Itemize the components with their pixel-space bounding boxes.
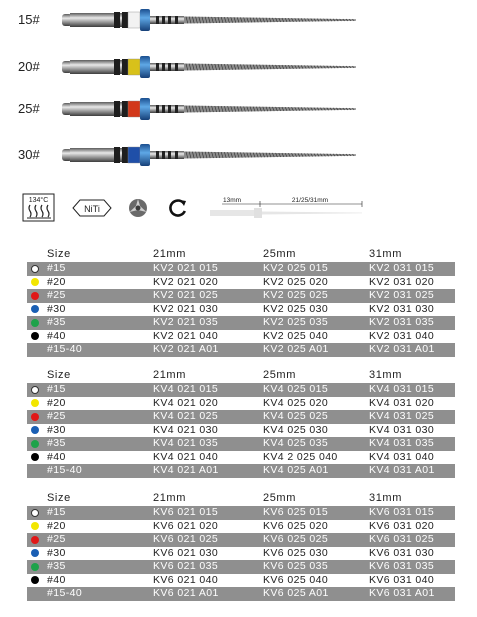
icon-legend xyxy=(22,193,462,227)
code-31mm-cell: KV4 031 020 xyxy=(369,396,435,409)
autoclave-temperature: 134°C xyxy=(28,197,49,204)
size-cell: #40 xyxy=(47,450,66,463)
code-31mm-cell: KV6 031 015 xyxy=(369,506,435,518)
size-cell: #15 xyxy=(47,383,66,395)
size-color-dot xyxy=(31,265,39,273)
table-row xyxy=(27,303,455,317)
length-long-label: 21/25/31mm xyxy=(291,197,329,204)
code-31mm-cell: KV2 031 A01 xyxy=(369,343,435,355)
header-21mm: 21mm xyxy=(153,369,186,381)
size-color-dot xyxy=(31,522,39,530)
code-31mm-cell: KV4 031 030 xyxy=(369,423,435,436)
table-row xyxy=(27,520,455,534)
size-cell: #25 xyxy=(47,289,66,301)
table-row xyxy=(27,464,455,478)
table-row xyxy=(27,547,455,561)
table-row xyxy=(27,330,455,344)
size-cell: #20 xyxy=(47,396,66,409)
code-25mm-cell: KV2 025 025 xyxy=(263,289,329,301)
file-instrument-icon xyxy=(56,140,366,170)
code-21mm-cell: KV2 021 025 xyxy=(153,289,219,301)
code-25mm-cell: KV6 025 040 xyxy=(263,573,329,586)
code-21mm-cell: KV4 021 040 xyxy=(153,450,219,463)
code-31mm-cell: KV6 031 025 xyxy=(369,533,435,545)
table-row xyxy=(27,316,455,330)
size-color-dot xyxy=(31,536,39,544)
header-21mm: 21mm xyxy=(153,248,186,260)
code-25mm-cell: KV6 025 015 xyxy=(263,506,329,518)
code-25mm-cell: KV4 025 030 xyxy=(263,423,329,436)
size-cell: #30 xyxy=(47,302,66,315)
code-21mm-cell: KV4 021 030 xyxy=(153,423,219,436)
size-color-dot xyxy=(31,292,39,300)
file-instrument-icon xyxy=(56,94,366,124)
code-21mm-cell: KV2 021 035 xyxy=(153,316,219,328)
code-25mm-cell: KV6 025 025 xyxy=(263,533,329,545)
code-25mm-cell: KV4 025 025 xyxy=(263,410,329,422)
size-cell: #35 xyxy=(47,437,66,449)
code-21mm-cell: KV2 021 020 xyxy=(153,275,219,288)
header-31mm: 31mm xyxy=(369,369,402,381)
code-21mm-cell: KV2 021 030 xyxy=(153,302,219,315)
code-25mm-cell: KV6 025 030 xyxy=(263,546,329,559)
code-31mm-cell: KV6 031 020 xyxy=(369,519,435,532)
size-cell: #15-40 xyxy=(47,343,83,355)
code-21mm-cell: KV6 021 020 xyxy=(153,519,219,532)
cross-section-icon xyxy=(128,198,148,218)
size-color-dot xyxy=(31,563,39,571)
code-25mm-cell: KV2 025 030 xyxy=(263,302,329,315)
code-21mm-cell: KV2 021 040 xyxy=(153,329,219,342)
table-row xyxy=(27,410,455,424)
code-31mm-cell: KV4 031 025 xyxy=(369,410,435,422)
table-row xyxy=(27,383,455,397)
table-row xyxy=(27,343,455,357)
header-25mm: 25mm xyxy=(263,248,296,260)
size-cell: #35 xyxy=(47,316,66,328)
code-31mm-cell: KV2 031 040 xyxy=(369,329,435,342)
code-31mm-cell: KV4 031 A01 xyxy=(369,464,435,476)
code-31mm-cell: KV4 031 035 xyxy=(369,437,435,449)
table-row xyxy=(27,451,455,465)
code-25mm-cell: KV4 025 A01 xyxy=(263,464,329,476)
instrument-label: 25# xyxy=(18,101,40,116)
instrument-30 xyxy=(0,140,477,170)
table-header xyxy=(27,368,455,383)
code-31mm-cell: KV2 031 015 xyxy=(369,262,435,274)
product-table-kv2 xyxy=(27,247,455,357)
code-21mm-cell: KV6 021 040 xyxy=(153,573,219,586)
instrument-20 xyxy=(0,52,477,82)
header-25mm: 25mm xyxy=(263,492,296,504)
length-diagram-icon xyxy=(202,193,382,223)
size-cell: #15 xyxy=(47,506,66,518)
table-row xyxy=(27,437,455,451)
code-25mm-cell: KV4 025 020 xyxy=(263,396,329,409)
code-21mm-cell: KV6 021 035 xyxy=(153,560,219,572)
instrument-25 xyxy=(0,94,477,124)
size-cell: #15 xyxy=(47,262,66,274)
table-header xyxy=(27,491,455,506)
code-21mm-cell: KV2 021 A01 xyxy=(153,343,219,355)
product-table-kv4 xyxy=(27,368,455,478)
header-size: Size xyxy=(47,369,71,381)
niti-label: NiTi xyxy=(84,204,100,214)
code-21mm-cell: KV6 021 A01 xyxy=(153,587,219,599)
code-21mm-cell: KV2 021 015 xyxy=(153,262,219,274)
code-25mm-cell: KV2 025 A01 xyxy=(263,343,329,355)
code-21mm-cell: KV4 021 025 xyxy=(153,410,219,422)
size-color-dot xyxy=(31,305,39,313)
size-cell: #15-40 xyxy=(47,587,83,599)
code-25mm-cell: KV4 025 035 xyxy=(263,437,329,449)
code-21mm-cell: KV4 021 035 xyxy=(153,437,219,449)
file-instrument-icon xyxy=(56,52,366,82)
table-row xyxy=(27,587,455,601)
size-color-dot xyxy=(31,319,39,327)
instrument-label: 20# xyxy=(18,59,40,74)
table-body xyxy=(27,262,455,357)
size-color-dot xyxy=(31,332,39,340)
size-cell: #25 xyxy=(47,410,66,422)
table-row xyxy=(27,276,455,290)
size-color-dot xyxy=(31,440,39,448)
code-21mm-cell: KV4 021 015 xyxy=(153,383,219,395)
size-color-dot xyxy=(31,399,39,407)
code-25mm-cell: KV6 025 035 xyxy=(263,560,329,572)
instrument-label: 15# xyxy=(18,12,40,27)
product-table-kv6 xyxy=(27,491,455,601)
table-body xyxy=(27,383,455,478)
size-cell: #40 xyxy=(47,573,66,586)
code-21mm-cell: KV6 021 030 xyxy=(153,546,219,559)
code-25mm-cell: KV6 025 020 xyxy=(263,519,329,532)
table-row xyxy=(27,574,455,588)
size-color-dot xyxy=(31,509,39,517)
table-row xyxy=(27,424,455,438)
length-short-label: 13mm xyxy=(222,197,242,204)
code-31mm-cell: KV2 031 035 xyxy=(369,316,435,328)
size-cell: #40 xyxy=(47,329,66,342)
table-row xyxy=(27,262,455,276)
size-cell: #25 xyxy=(47,533,66,545)
code-25mm-cell: KV2 025 015 xyxy=(263,262,329,274)
table-body xyxy=(27,506,455,601)
size-color-dot xyxy=(31,453,39,461)
code-25mm-cell: KV4 2 025 040 xyxy=(263,450,338,463)
code-21mm-cell: KV6 021 025 xyxy=(153,533,219,545)
size-cell: #30 xyxy=(47,423,66,436)
table-row xyxy=(27,397,455,411)
instrument-label: 30# xyxy=(18,147,40,162)
code-25mm-cell: KV2 025 035 xyxy=(263,316,329,328)
table-row xyxy=(27,289,455,303)
code-31mm-cell: KV6 031 040 xyxy=(369,573,435,586)
code-31mm-cell: KV2 031 030 xyxy=(369,302,435,315)
size-cell: #20 xyxy=(47,519,66,532)
code-31mm-cell: KV2 031 020 xyxy=(369,275,435,288)
header-31mm: 31mm xyxy=(369,248,402,260)
header-size: Size xyxy=(47,492,71,504)
header-25mm: 25mm xyxy=(263,369,296,381)
code-31mm-cell: KV6 031 035 xyxy=(369,560,435,572)
table-row xyxy=(27,560,455,574)
size-color-dot xyxy=(31,386,39,394)
size-color-dot xyxy=(31,549,39,557)
table-row xyxy=(27,533,455,547)
code-21mm-cell: KV4 021 020 xyxy=(153,396,219,409)
size-cell: #30 xyxy=(47,546,66,559)
code-25mm-cell: KV4 025 015 xyxy=(263,383,329,395)
header-21mm: 21mm xyxy=(153,492,186,504)
code-25mm-cell: KV2 025 040 xyxy=(263,329,329,342)
code-25mm-cell: KV6 025 A01 xyxy=(263,587,329,599)
instrument-15 xyxy=(0,5,477,35)
code-31mm-cell: KV6 031 030 xyxy=(369,546,435,559)
code-21mm-cell: KV6 021 015 xyxy=(153,506,219,518)
header-31mm: 31mm xyxy=(369,492,402,504)
table-row xyxy=(27,506,455,520)
code-25mm-cell: KV2 025 020 xyxy=(263,275,329,288)
table-header xyxy=(27,247,455,262)
size-color-dot xyxy=(31,426,39,434)
size-cell: #20 xyxy=(47,275,66,288)
code-31mm-cell: KV6 031 A01 xyxy=(369,587,435,599)
code-31mm-cell: KV2 031 025 xyxy=(369,289,435,301)
code-31mm-cell: KV4 031 040 xyxy=(369,450,435,463)
code-31mm-cell: KV4 031 015 xyxy=(369,383,435,395)
size-color-dot xyxy=(31,278,39,286)
size-color-dot xyxy=(31,413,39,421)
code-21mm-cell: KV4 021 A01 xyxy=(153,464,219,476)
niti-icon xyxy=(72,198,112,218)
header-size: Size xyxy=(47,248,71,260)
size-cell: #35 xyxy=(47,560,66,572)
autoclave-icon xyxy=(22,193,56,223)
size-cell: #15-40 xyxy=(47,464,83,476)
rotation-icon xyxy=(168,198,188,218)
size-color-dot xyxy=(31,576,39,584)
file-instrument-icon xyxy=(56,5,366,35)
